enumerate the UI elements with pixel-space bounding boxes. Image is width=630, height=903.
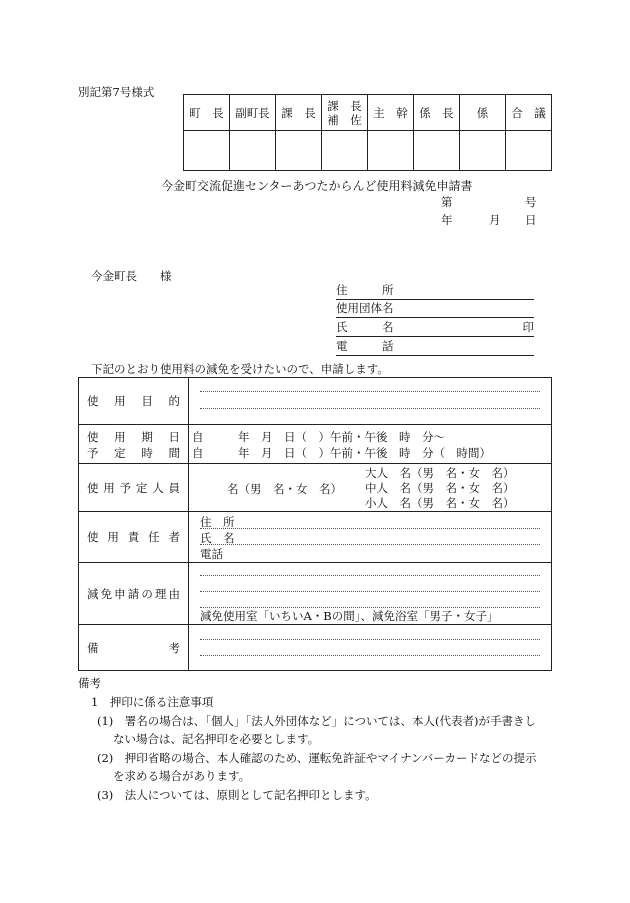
- responsible-row: [79, 512, 551, 563]
- applicant-address-label: 住 所: [336, 283, 394, 297]
- responsible-label-char-1: 使: [87, 530, 99, 544]
- reason-note: 減免使用室「いちいA・Bの間」、減免浴室「男子・女子」: [200, 609, 499, 623]
- approval-header-5-line-1: 主 幹: [373, 105, 408, 120]
- addressee: 今金町長 様: [91, 269, 172, 283]
- purpose-label: [87, 393, 180, 409]
- date-year-label: 年: [441, 213, 453, 227]
- seal-mark: 印: [522, 320, 534, 334]
- period-label-2-char-4: 間: [168, 446, 180, 460]
- approval-stamp-box-2[interactable]: [230, 131, 276, 171]
- approval-header-4-line-1: 課 長: [327, 98, 362, 113]
- period-label-2-char-2: 定: [114, 446, 126, 460]
- purpose-label-char-2: 用: [114, 394, 126, 408]
- reason-label-cell: [79, 563, 189, 624]
- reason-line-1[interactable]: [200, 575, 540, 576]
- notes-sub-2-line-1: (2) 押印省略の場合、本人確認のため、運転免許証やマイナンバーカードなどの提示: [97, 751, 537, 765]
- applicant-group-field[interactable]: [336, 302, 534, 318]
- responsible-address-line[interactable]: [200, 528, 540, 529]
- people-label-char-6: 員: [168, 480, 180, 495]
- responsible-name-line[interactable]: [200, 544, 540, 545]
- responsible-label-char-2: 用: [107, 530, 119, 544]
- applicant-name-field[interactable]: [336, 321, 534, 337]
- period-label-2-char-1: 予: [87, 446, 99, 460]
- people-label-char-5: 人: [152, 480, 164, 495]
- people-label-char-4: 定: [135, 480, 148, 495]
- notes-sub-1-line-2: ない場合は、記名押印を必要とします。: [113, 732, 320, 746]
- notes-sub-3-line-1: (3) 法人については、原則として記名押印とします。: [97, 788, 377, 802]
- reason-label-char-6: 理: [154, 586, 167, 601]
- people-label-char-3: 予: [119, 480, 132, 495]
- approval-header-5: [368, 95, 414, 131]
- reason-label: [87, 586, 180, 602]
- reason-label-char-7: 由: [168, 586, 180, 601]
- applicant-group-label: 使用団体名: [336, 301, 394, 315]
- period-label-1: [87, 429, 180, 445]
- form-title: 今金町交流促進センターあつたからんど使用料減免申請書: [161, 179, 473, 193]
- remarks-label-cell: [79, 625, 189, 670]
- purpose-label-cell: [79, 378, 189, 424]
- period-label-1-char-3: 期: [141, 430, 153, 444]
- responsible-label-char-3: 責: [127, 530, 140, 544]
- remarks-label-char-1: 備: [87, 640, 99, 655]
- approval-stamp-box-3[interactable]: [276, 131, 322, 171]
- remarks-line-1[interactable]: [200, 639, 540, 640]
- people-child[interactable]: 小人 名（男 名・女 名）: [365, 496, 515, 510]
- people-label: [87, 480, 180, 496]
- notes-heading: 備考: [78, 676, 101, 690]
- number-go-label: 号: [525, 195, 537, 209]
- date-day-label: 日: [525, 213, 537, 227]
- period-label-1-char-1: 使: [87, 430, 99, 444]
- applicant-phone-label: 電 話: [336, 339, 394, 353]
- approval-header-7-line-1: 係: [476, 105, 489, 120]
- approval-header-2-line-1: 副町長: [235, 105, 270, 120]
- approval-header-4: [322, 95, 368, 131]
- period-label-cell: [79, 425, 189, 463]
- number-dai-label: 第: [441, 195, 453, 209]
- responsible-label-char-4: 任: [148, 530, 160, 544]
- purpose-row: [79, 378, 551, 425]
- period-line-1[interactable]: 自 年 月 日（ ）午前・午後 時 分～: [192, 430, 445, 444]
- approval-stamp-table: [183, 94, 552, 171]
- period-label-1-char-4: 日: [168, 430, 180, 444]
- people-row: [79, 464, 551, 512]
- responsible-label-char-5: 者: [168, 530, 180, 544]
- approval-header-4-line-2: 補 佐: [327, 112, 362, 127]
- approval-header-2: [230, 95, 276, 131]
- reason-label-char-5: の: [141, 586, 153, 601]
- approval-header-7: [460, 95, 506, 131]
- responsible-label: [87, 529, 180, 545]
- responsible-address-label: 住 所: [200, 515, 235, 529]
- approval-header-3: [276, 95, 322, 131]
- people-middle[interactable]: 中人 名（男 名・女 名）: [365, 481, 515, 495]
- form-id: 別記第7号様式: [78, 85, 155, 99]
- people-label-char-2: 用: [103, 480, 115, 495]
- applicant-address-field[interactable]: [336, 284, 534, 300]
- approval-stamp-box-6[interactable]: [414, 131, 460, 171]
- people-label-cell: [79, 464, 189, 511]
- notes-sub-1-line-1: (1) 署名の場合は、「個人」「法人外団体など」については、本人(代表者)が手書きし: [97, 714, 537, 728]
- date-month-label: 月: [489, 213, 501, 227]
- approval-header-8-line-1: 合 議: [511, 105, 546, 120]
- approval-stamp-box-5[interactable]: [368, 131, 414, 171]
- applicant-phone-field[interactable]: [336, 340, 534, 356]
- application-form-table: [78, 377, 552, 671]
- approval-header-1: [184, 95, 230, 131]
- approval-stamp-box-8[interactable]: [506, 131, 552, 171]
- period-line-2[interactable]: 自 年 月 日（ ）午前・午後 時 分（ 時間）: [192, 446, 491, 460]
- reason-label-char-3: 申: [114, 586, 126, 601]
- approval-header-3-line-1: 課 長: [281, 105, 316, 120]
- remarks-label-char-2: 考: [168, 640, 180, 655]
- purpose-label-char-4: 的: [168, 394, 180, 408]
- approval-header-6: [414, 95, 460, 131]
- remarks-row: [79, 625, 551, 670]
- period-row: [79, 425, 551, 464]
- approval-stamp-box-1[interactable]: [184, 131, 230, 171]
- responsible-phone-label: 電話: [200, 547, 223, 561]
- responsible-name-label: 氏 名: [200, 531, 235, 545]
- reason-row: [79, 563, 551, 625]
- period-label-2-char-3: 時: [141, 446, 153, 460]
- reason-label-char-4: 請: [127, 586, 140, 601]
- approval-header-6-line-1: 係 長: [419, 105, 454, 120]
- notes-sub-2-line-2: を求める場合があります。: [113, 769, 251, 783]
- purpose-line-1[interactable]: [200, 391, 540, 392]
- responsible-label-cell: [79, 512, 189, 562]
- period-label-2: [87, 445, 180, 461]
- purpose-line-2[interactable]: [200, 408, 540, 409]
- people-adult[interactable]: 大人 名（男 名・女 名）: [365, 466, 515, 480]
- reason-line-2[interactable]: [200, 591, 540, 592]
- remarks-line-2[interactable]: [200, 655, 540, 656]
- reason-label-char-1: 減: [87, 586, 99, 601]
- notes-item-1: 1 押印に係る注意事項: [91, 695, 214, 709]
- purpose-label-char-1: 使: [87, 394, 99, 408]
- people-total[interactable]: 名（男 名・女 名）: [227, 482, 342, 496]
- remarks-label: [87, 640, 180, 656]
- purpose-label-char-3: 目: [141, 394, 153, 408]
- approval-stamp-box-4[interactable]: [322, 131, 368, 171]
- approval-header-8: [506, 95, 552, 131]
- reason-label-char-2: 免: [100, 586, 113, 601]
- applicant-name-label: 氏 名: [336, 320, 394, 334]
- people-label-char-1: 使: [87, 480, 99, 495]
- period-label-1-char-2: 用: [114, 430, 126, 444]
- approval-header-1-line-1: 町 長: [189, 105, 224, 120]
- approval-stamp-box-7[interactable]: [460, 131, 506, 171]
- intro-text: 下記のとおり使用料の減免を受けたいので、申請します。: [91, 362, 389, 376]
